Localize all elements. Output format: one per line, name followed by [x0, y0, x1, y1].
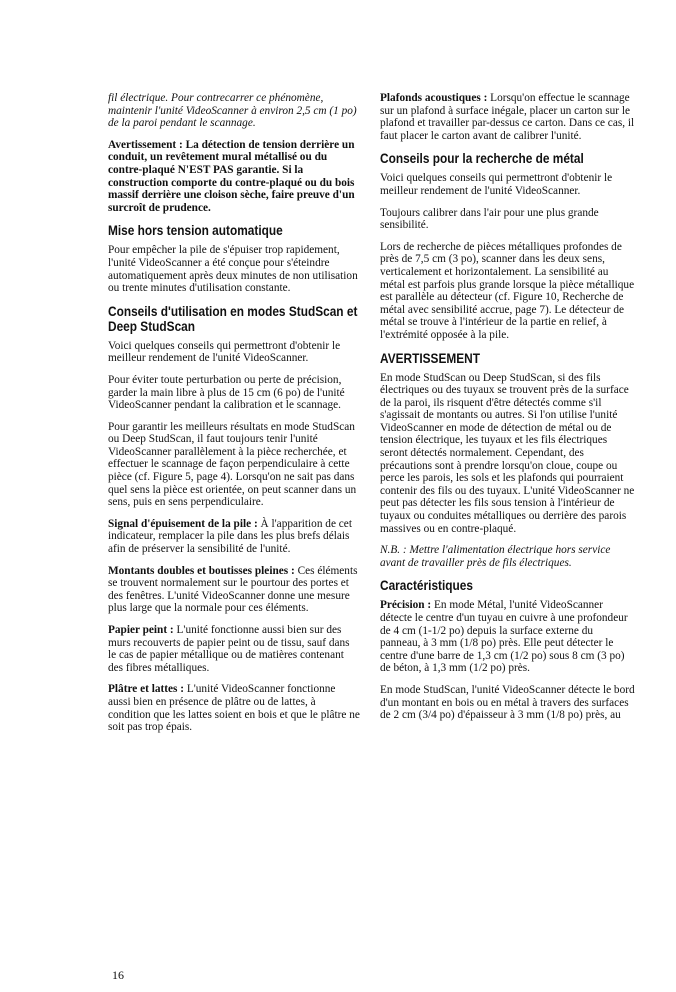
acoustic-ceilings-tip: [380, 92, 636, 142]
nb-note: N.B. : Mettre l'alimentation électrique hors service avant de travailler près de fils électriques.: [380, 544, 611, 569]
precision-spec: [380, 599, 636, 675]
page-number: 16: [112, 968, 124, 982]
heading-specifications: Caractéristiques: [380, 578, 474, 594]
double-studs-tip: [108, 565, 360, 615]
acoustic-ceilings-label: Plafonds acoustiques :: [380, 92, 488, 104]
heading-auto-shutoff: Mise hors tension automatique: [108, 223, 283, 239]
metal-tips-intro: Voici quelques conseils qui permettront d'obtenir le meilleur rendement de l'unité VideoScanner.: [380, 172, 613, 197]
heading-warning: AVERTISSEMENT: [380, 350, 480, 366]
right-column: [380, 92, 636, 731]
auto-shutoff-text: Pour empêcher la pile de s'épuiser trop rapidement, l'unité VideoScanner a été conçue pour s'éteindre automatiquement après deux minutes de non utilisation ou trente minutes d'utilisation constante.: [108, 244, 358, 295]
wallpaper-label: Papier peint :: [108, 624, 174, 636]
low-battery-tip: [108, 518, 360, 556]
wallpaper-tip: [108, 624, 360, 674]
calibrate-air-tip: Toujours calibrer dans l'air pour une plus grande sensibilité.: [380, 206, 599, 232]
precision-label: Précision :: [380, 599, 432, 612]
plaster-label: Plâtre et lattes :: [108, 683, 185, 696]
heading-metal-tips: Conseils pour la recherche de métal: [380, 151, 584, 167]
low-battery-label: Signal d'épuisement de la pile :: [108, 517, 258, 530]
double-studs-label: Montants doubles et boutisses pleines :: [108, 564, 295, 577]
plaster-text: L'unité VideoScanner fonctionne aussi bien en présence de plâtre ou de lattes, à condition que les lattes soient en bois et que le plâtre ne soit pas trop épais.: [108, 683, 360, 734]
studscan-spec: En mode StudScan, l'unité VideoScanner détecte le bord d'un montant en bois ou en métal à travers des surfaces de 2 cm (3/4 po) d'épaisseur à 3 mm (1/8 po) près, au: [380, 683, 635, 722]
low-battery-text: À l'apparition de cet indicateur, remplacer la pile dans les plus brefs délais afin de préserver la sensibilité de l'unité.: [108, 517, 352, 556]
deep-metal-tip: Lors de recherche de pièces métalliques profondes de près de 7,5 cm (3 po), scanner dans les deux sens, verticalement et horizontalement. La sensibilité au métal est parfois plus grande lorsque la pièce métallique est parallèle au détecteur (cf. Figure 10, Recherche de métal avec sensibilité accrue, page 7). Le détecteur de métal se trouve à l'intérieur de la partie en relief, à l'extrémité opposée à la pile.: [380, 240, 635, 341]
acoustic-ceilings-text: Lorsqu'on effectue le scannage sur un plafond à surface inégale, placer un carton sur le plafond et travailler par-dessus ce carton. Dans ce cas, il faut placer le carton avant de calibrer l'unité.: [380, 92, 635, 142]
hand-interference-tip: Pour éviter toute perturbation ou perte de précision, garder la main libre à plus de 15 cm (6 po) de l'unité VideoScanner pendant la calibration et le scannage.: [108, 373, 345, 412]
precision-text: En mode Métal, l'unité VideoScanner détecte le centre d'un tuyau en cuivre à une profondeur de 4 cm (1-1/2 po) depuis la surface externe du panneau, à 3 mm (1/8 po) près. Elle peut détecter le centre d'une barre de 1,3 cm (1/2 po) sous 8 cm (3 po) de béton, à 1,3 mm (1/2 po) près.: [380, 599, 628, 675]
wallpaper-text: L'unité fonctionne aussi bien sur des murs recouverts de papier peint ou de tissu, sauf dans le cas de papier métallique ou de matières contenant des fibres métalliques.: [108, 624, 350, 674]
studscan-tips-intro: Voici quelques conseils qui permettront d'obtenir le meilleur rendement de l'unité VideoScanner.: [108, 339, 341, 365]
double-studs-text: Ces éléments se trouvent normalement sur le pourtour des portes et des fenêtres. L'unité VideoScanner donne une mesure plus large que la normale pour ces éléments.: [108, 564, 358, 615]
voltage-warning: Avertissement : La détection de tension derrière un conduit, un revêtement mural métallisé ou du contre-plaqué N'EST PAS garantie. Si la construction comporte du contre-plaqué ou du bois massif derrière une cloison sèche, faire preuve d'un surcroît de prudence.: [108, 138, 355, 214]
intro-paragraph: fil électrique. Pour contrecarrer ce phénomène, maintenir l'unité VideoScanner à environ 2,5 cm (1 po) de la paroi pendant le scannage.: [108, 92, 357, 130]
heading-studscan-tips: Conseils d'utilisation en modes StudScan et Deep StudScan: [108, 303, 358, 334]
plaster-tip: [108, 683, 360, 733]
best-results-tip: Pour garantir les meilleurs résultats en mode StudScan ou Deep StudScan, il faut toujours tenir l'unité VideoScanner parallèlement à la pièce recherchée, et effectuer le scannage de façon perpendiculaire à cette pièce (cf. Figure 5, page 4). Lorsqu'on ne sait pas dans quel sens la pièce est orientée, on peut scanner dans un sens, puis en sens perpendiculaire.: [108, 420, 357, 509]
left-column: [108, 92, 360, 743]
warning-text: En mode StudScan ou Deep StudScan, si des fils électriques ou des tuyaux se trouvent près de la surface de la paroi, ils risquent d'être détectés comme s'il s'agissait de montants ou autres. Si l'on utilise l'unité VideoScanner en mode de détection de métal ou de tension électrique, les tuyaux et les fils électriques seront détectés normalement. Cependant, des précautions sont à prendre lorsqu'on cloue, coupe ou perce les parois, les sols et les plafonds qui pourraient contenir des fils ou des tuyaux. L'unité VideoScanner ne peut pas détecter les fils sous tension à l'intérieur de tuyaux ou conduites métalliques ou derrière des parois massives ou en contre-plaqué.: [380, 371, 635, 535]
